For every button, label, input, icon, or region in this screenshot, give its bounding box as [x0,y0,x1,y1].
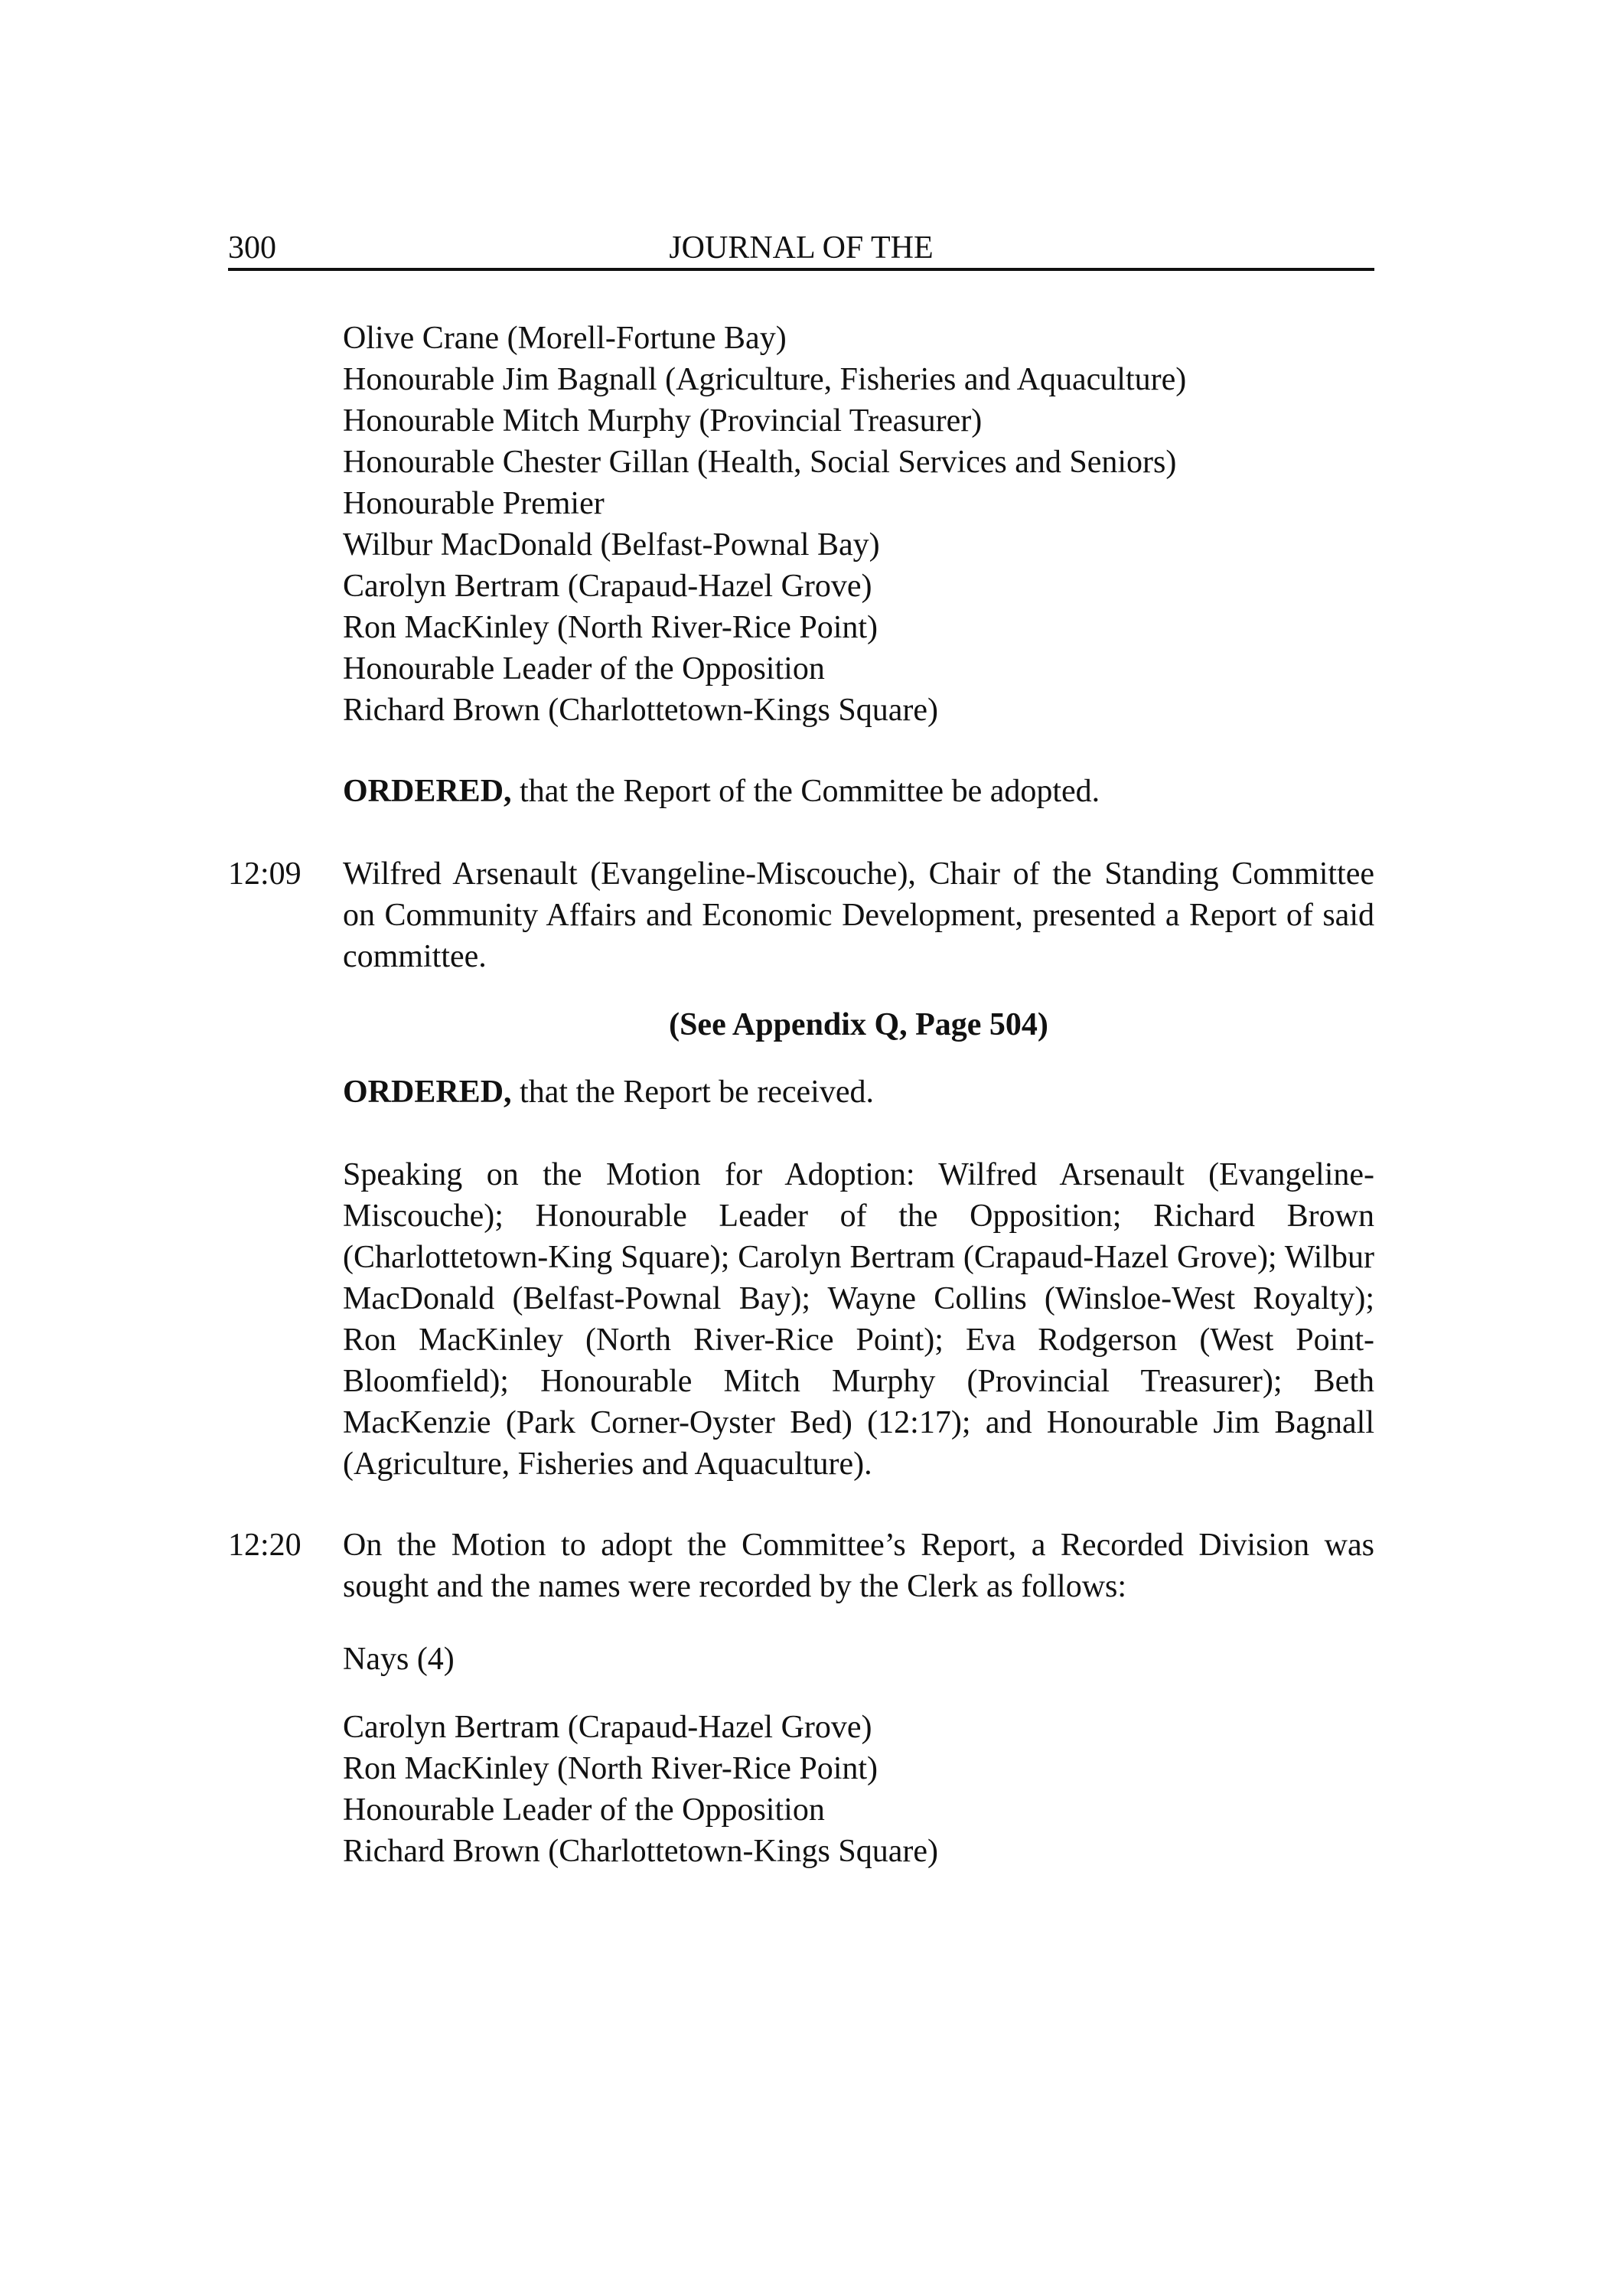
page-header [228,227,1374,271]
ordered-received [343,1071,1374,1113]
list-item: Ron MacKinley (North River-Rice Point) [343,610,878,645]
entry-text: On the Motion to adopt the Committee’s Report, a Recorded Division was sought and the names were recorded by the Clerk as follows: [343,1528,1374,1604]
speakers-paragraph: Speaking on the Motion for Adoption: Wilfred Arsenault (Evangeline-Miscouche); Honourable Leader of the Opposition; Richard Brown (Charlottetown-King Square); Carolyn Bertram (Crapaud-Hazel Grove); Wilbur MacDonald (Belfast-Pownal Bay); Wayne Collins (Winsloe-West Royalty); Ron MacKinley (North River-Rice Point); Eva Rodgerson (West Point-Bloomfield); Honourable Mitch Murphy (Provincial Treasurer); Beth MacKenzie (Park Corner-Oyster Bed) (12:17); and Honourable Jim Bagnall (Agriculture, Fisheries and Aquaculture). [343,1157,1374,1482]
list-item: Honourable Jim Bagnall (Agriculture, Fisheries and Aquaculture) [343,362,1187,397]
list-item: Richard Brown (Charlottetown-Kings Square) [343,693,939,728]
list-item: Carolyn Bertram (Crapaud-Hazel Grove) [343,1710,872,1745]
list-item: Ron MacKinley (North River-Rice Point) [343,1751,878,1786]
list-item: Honourable Leader of the Opposition [343,651,825,687]
entry-text: Wilfred Arsenault (Evangeline-Miscouche), Chair of the Standing Committee on Community Affairs and Economic Development, presented a Report of said committee. [343,856,1374,974]
ordered-text: that the Report of the Committee be adopted. [511,774,1100,809]
page-number: 300 [228,230,276,266]
ordered-adopted [343,771,1374,812]
entry-time: 12:20 [228,1528,302,1563]
appendix-reference: (See Appendix Q, Page 504) [669,1007,1048,1042]
list-item: Honourable Leader of the Opposition [343,1792,825,1828]
nays-heading: Nays (4) [343,1642,455,1677]
list-item: Honourable Mitch Murphy (Provincial Treasurer) [343,403,983,439]
running-title: JOURNAL OF THE [669,230,934,266]
ordered-label: ORDERED, [343,774,512,809]
list-item: Carolyn Bertram (Crapaud-Hazel Grove) [343,569,872,604]
list-item: Honourable Premier [343,486,605,521]
nays-list [343,1707,1374,1872]
list-item: Honourable Chester Gillan (Health, Social Services and Seniors) [343,445,1177,480]
ordered-label: ORDERED, [343,1075,512,1110]
list-item: Wilbur MacDonald (Belfast-Pownal Bay) [343,527,880,563]
members-list [343,318,1374,731]
list-item: Olive Crane (Morell-Fortune Bay) [343,321,787,356]
entry-time: 12:09 [228,856,302,892]
list-item: Richard Brown (Charlottetown-Kings Square) [343,1834,939,1869]
ordered-text: that the Report be received. [511,1075,874,1110]
